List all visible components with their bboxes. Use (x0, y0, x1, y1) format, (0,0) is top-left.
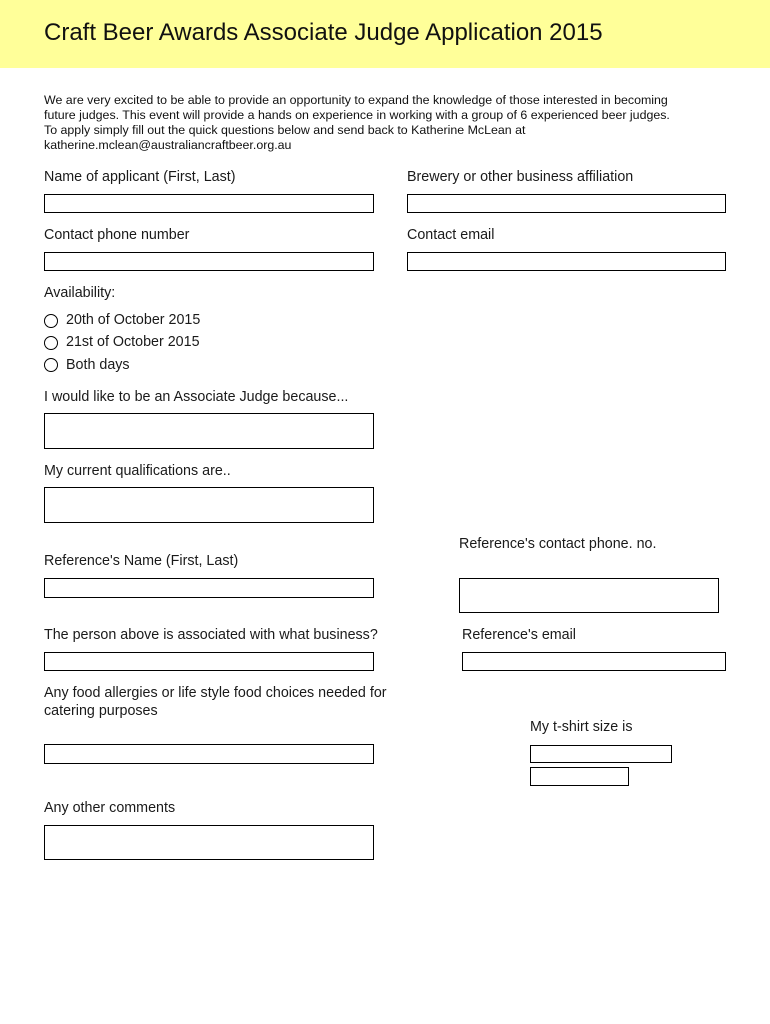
ref-name-input[interactable] (44, 578, 374, 598)
header-band (0, 0, 770, 68)
ref-business-input[interactable] (44, 652, 374, 671)
tshirt-input[interactable] (530, 745, 672, 763)
phone-input[interactable] (44, 252, 374, 271)
ref-email-input[interactable] (462, 652, 726, 671)
ref-phone-input[interactable] (459, 578, 719, 613)
reason-label: I would like to be an Associate Judge because... (44, 389, 349, 405)
intro-line-1: We are very excited to be able to provide an opportunity to expand the knowledge of those interested in becoming (44, 93, 668, 107)
reason-input[interactable] (44, 413, 374, 449)
radio-both-days[interactable] (44, 358, 58, 372)
phone-label: Contact phone number (44, 227, 190, 243)
page-title: Craft Beer Awards Associate Judge Application 2015 (44, 19, 603, 46)
email-input[interactable] (407, 252, 726, 271)
email-label: Contact email (407, 227, 495, 243)
intro-line-2: future judges. This event will provide a hands on experience in working with a group of 6 experienced beer judges. (44, 108, 670, 122)
name-input[interactable] (44, 194, 374, 213)
ref-phone-label: Reference's contact phone. no. (459, 536, 657, 552)
intro-paragraph (44, 93, 744, 153)
tshirt-label: My t-shirt size is (530, 719, 633, 735)
brewery-label: Brewery or other business affiliation (407, 169, 634, 185)
ref-email-label: Reference's email (462, 627, 576, 643)
option-oct-21-label: 21st of October 2015 (66, 334, 200, 350)
ref-name-label: Reference's Name (First, Last) (44, 553, 239, 569)
qualifications-label: My current qualifications are.. (44, 463, 231, 479)
option-oct-20-label: 20th of October 2015 (66, 312, 201, 328)
intro-line-3: To apply simply fill out the quick questions below and send back to Katherine McLean at (44, 123, 526, 137)
name-label: Name of applicant (First, Last) (44, 169, 236, 185)
food-label-line-1: Any food allergies or life style food choices needed for (44, 685, 387, 701)
availability-label: Availability: (44, 285, 116, 301)
comments-label: Any other comments (44, 800, 176, 816)
ref-business-label: The person above is associated with what business? (44, 627, 378, 643)
qualifications-input[interactable] (44, 487, 374, 523)
radio-oct-21[interactable] (44, 336, 58, 350)
comments-input[interactable] (44, 825, 374, 860)
brewery-input[interactable] (407, 194, 726, 213)
radio-oct-20[interactable] (44, 314, 58, 328)
intro-email: katherine.mclean@australiancraftbeer.org.au (44, 138, 292, 152)
option-both-days-label: Both days (66, 357, 130, 373)
tshirt-secondary-input[interactable] (530, 767, 629, 786)
food-input[interactable] (44, 744, 374, 764)
food-label-line-2: catering purposes (44, 703, 158, 719)
